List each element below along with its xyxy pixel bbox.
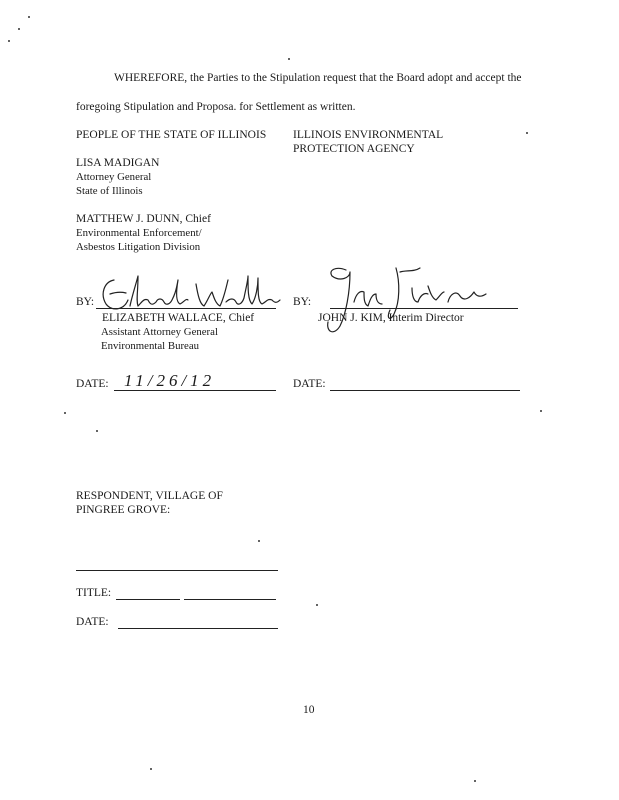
scan-speck xyxy=(474,780,476,782)
respondent-heading-line-1: RESPONDENT, VILLAGE OF xyxy=(76,490,223,502)
agency-heading-line-1: ILLINOIS ENVIRONMENTAL xyxy=(293,129,444,141)
scan-speck xyxy=(540,410,542,412)
scan-speck xyxy=(96,430,98,432)
scan-speck xyxy=(258,540,260,542)
complainant-heading: PEOPLE OF THE STATE OF ILLINOIS xyxy=(76,129,267,141)
scan-speck xyxy=(150,768,152,770)
chief-name: MATTHEW J. DUNN, Chief xyxy=(76,213,211,225)
scan-speck xyxy=(288,58,290,60)
scan-speck xyxy=(28,16,30,18)
respondent-date-label: DATE: xyxy=(76,616,109,628)
respondent-title-line-2 xyxy=(184,599,276,600)
complainant-signer-name: ELIZABETH WALLACE, Chief xyxy=(102,312,255,324)
complainant-signer-title: Assistant Attorney General xyxy=(101,326,218,338)
scan-speck xyxy=(526,132,528,134)
respondent-date-line xyxy=(118,628,278,629)
scan-speck xyxy=(316,604,318,606)
respondent-heading-line-2: PINGREE GROVE: xyxy=(76,504,171,516)
respondent-title-line-1 xyxy=(116,599,180,600)
scan-speck xyxy=(18,28,20,30)
wallace-signature xyxy=(92,266,282,316)
respondent-title-label: TITLE: xyxy=(76,587,112,599)
attorney-general-title: Attorney General xyxy=(76,171,152,183)
intro-line-1: WHEREFORE, the Parties to the Stipulation request that the Board adopt and accept the xyxy=(114,72,522,84)
agency-date-label: DATE: xyxy=(293,378,326,390)
complainant-by-label: BY: xyxy=(76,296,95,308)
intro-line-2: foregoing Stipulation and Proposa. for Settlement as written. xyxy=(76,101,356,113)
chief-division-line-1: Environmental Enforcement/ xyxy=(76,227,202,239)
kim-signature xyxy=(316,262,496,340)
scan-speck xyxy=(8,40,10,42)
agency-heading-line-2: PROTECTION AGENCY xyxy=(293,143,415,155)
complainant-signer-bureau: Environmental Bureau xyxy=(101,340,200,352)
page-number: 10 xyxy=(303,704,315,716)
complainant-date-label: DATE: xyxy=(76,378,109,390)
chief-division-line-2: Asbestos Litigation Division xyxy=(76,241,201,253)
attorney-general-name: LISA MADIGAN xyxy=(76,157,160,169)
attorney-general-state: State of Illinois xyxy=(76,185,143,197)
agency-signer-name: JOHN J. KIM, Interim Director xyxy=(318,312,464,324)
agency-by-label: BY: xyxy=(293,296,312,308)
complainant-date-value: 11/26/12 xyxy=(124,371,216,390)
respondent-signature-line xyxy=(76,570,278,571)
agency-date-line xyxy=(330,390,520,391)
scan-speck xyxy=(64,412,66,414)
